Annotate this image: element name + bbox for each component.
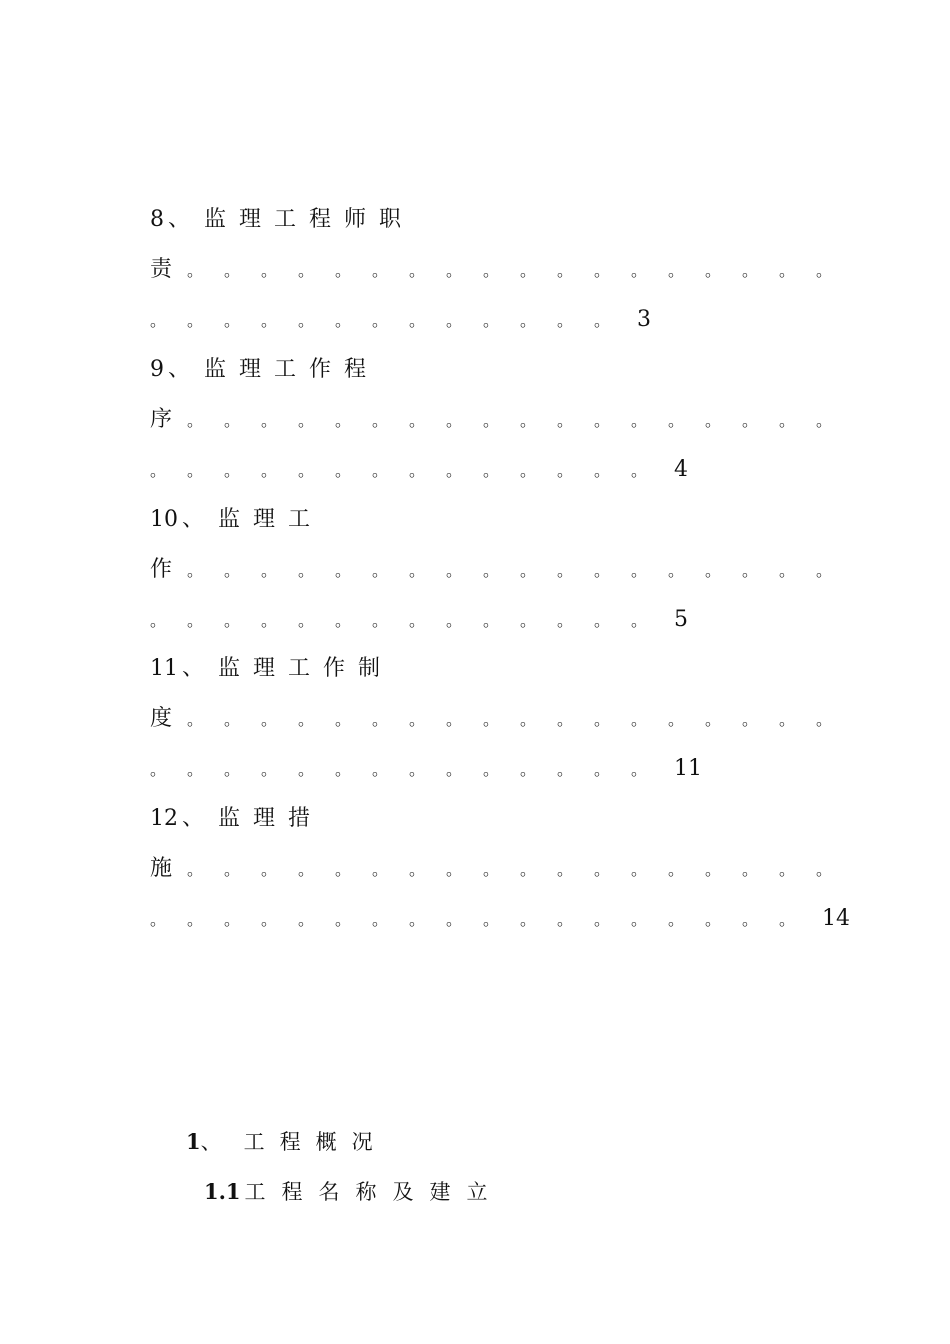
leader-dot: 。 xyxy=(187,760,204,779)
toc-entry-11-leader-line-1 xyxy=(150,704,853,734)
leader-dot: 。 xyxy=(668,710,685,729)
toc-entry-title: 监理工作制 xyxy=(218,656,394,681)
leader-dot: 。 xyxy=(557,710,574,729)
toc-page-number: 14 xyxy=(822,906,850,931)
leader-dot: 。 xyxy=(557,461,574,480)
toc-entry-number: 12 xyxy=(150,806,178,831)
leader-dot: 。 xyxy=(483,311,500,330)
leader-dot: 。 xyxy=(742,710,759,729)
leader-dot: 。 xyxy=(187,411,204,430)
leader-dot: 。 xyxy=(187,311,204,330)
leader-dot: 。 xyxy=(409,760,426,779)
leader-dot: 。 xyxy=(631,261,648,280)
toc-entry-continuation: 作 xyxy=(150,557,173,582)
leader-dot: 。 xyxy=(187,261,204,280)
toc-entry-continuation: 度 xyxy=(150,706,173,731)
toc-entry-10-heading xyxy=(150,505,323,535)
leader-dot: 。 xyxy=(557,311,574,330)
toc-entry-title: 监理工程师职 xyxy=(204,207,415,232)
leader-dot: 。 xyxy=(483,261,500,280)
leader-dot: 。 xyxy=(594,461,611,480)
leader-dot: 。 xyxy=(742,411,759,430)
leader-dot: 。 xyxy=(520,710,537,729)
leader-dot: 。 xyxy=(668,261,685,280)
leader-dot: 。 xyxy=(261,611,278,630)
leader-dot: 。 xyxy=(409,461,426,480)
leader-dot: 。 xyxy=(594,860,611,879)
leader-dot: 。 xyxy=(224,860,241,879)
leader-dot: 。 xyxy=(409,411,426,430)
toc-entry-title: 监理措 xyxy=(218,806,324,831)
leader-dot: 。 xyxy=(298,910,315,929)
leader-dot: 。 xyxy=(372,461,389,480)
leader-dot: 。 xyxy=(150,760,167,779)
leader-dot: 。 xyxy=(446,561,463,580)
toc-entry-12-leader-line-1 xyxy=(150,854,853,884)
toc-page-number: 11 xyxy=(674,756,702,781)
leader-dot: 。 xyxy=(557,760,574,779)
leader-dot: 。 xyxy=(335,910,352,929)
leader-dot: 。 xyxy=(446,311,463,330)
leader-dot: 。 xyxy=(816,561,833,580)
leader-dot: 。 xyxy=(742,910,759,929)
leader-dot: 。 xyxy=(261,561,278,580)
leader-dot: 。 xyxy=(483,611,500,630)
leader-dot: 。 xyxy=(816,261,833,280)
leader-dot: 。 xyxy=(631,710,648,729)
leader-dot: 。 xyxy=(298,311,315,330)
leader-dot: 。 xyxy=(224,910,241,929)
leader-dot: 。 xyxy=(409,561,426,580)
toc-entry-number: 8 xyxy=(150,207,164,232)
leader-dot: 。 xyxy=(779,910,796,929)
subsection-heading xyxy=(204,1177,504,1207)
leader-dot: 。 xyxy=(187,461,204,480)
leader-dot: 。 xyxy=(557,261,574,280)
leader-dot: 。 xyxy=(298,411,315,430)
leader-dot: 。 xyxy=(187,860,204,879)
toc-entry-9-leader-line-2 xyxy=(150,455,688,485)
leader-dot: 。 xyxy=(557,860,574,879)
leader-dot: 。 xyxy=(668,561,685,580)
leader-dot: 。 xyxy=(520,461,537,480)
leader-dot: 。 xyxy=(705,561,722,580)
leader-dot: 。 xyxy=(705,411,722,430)
leader-dot: 。 xyxy=(335,611,352,630)
section-number: 1 xyxy=(186,1129,201,1154)
leader-dot: 。 xyxy=(298,461,315,480)
leader-dot: 。 xyxy=(446,261,463,280)
leader-dot: 。 xyxy=(557,561,574,580)
leader-dot: 。 xyxy=(446,611,463,630)
leader-dot: 。 xyxy=(594,561,611,580)
leader-dot: 。 xyxy=(261,461,278,480)
leader-dot: 。 xyxy=(335,411,352,430)
leader-dot: 。 xyxy=(372,760,389,779)
toc-entry-10-leader-line-2 xyxy=(150,605,688,635)
section-title: 工程概况 xyxy=(243,1130,388,1154)
toc-entry-12-heading xyxy=(150,804,323,834)
leader-dot: 。 xyxy=(446,910,463,929)
leader-dot: 。 xyxy=(483,710,500,729)
leader-dot: 。 xyxy=(557,411,574,430)
leader-dot: 。 xyxy=(372,311,389,330)
toc-entry-continuation: 序 xyxy=(150,407,173,432)
leader-dot: 。 xyxy=(520,860,537,879)
toc-entry-separator: 、 xyxy=(168,207,191,232)
leader-dot: 。 xyxy=(409,910,426,929)
toc-entry-title: 监理工 xyxy=(218,507,324,532)
leader-dot: 。 xyxy=(742,261,759,280)
leader-dot: 。 xyxy=(483,561,500,580)
toc-entry-8-leader-line-1 xyxy=(150,255,853,285)
leader-dot: 。 xyxy=(335,710,352,729)
leader-dot: 。 xyxy=(409,860,426,879)
leader-dot: 。 xyxy=(224,710,241,729)
leader-dot: 。 xyxy=(224,411,241,430)
leader-dot: 。 xyxy=(372,561,389,580)
leader-dot: 。 xyxy=(668,411,685,430)
leader-dot: 。 xyxy=(372,611,389,630)
leader-dot: 。 xyxy=(261,760,278,779)
leader-dot: 。 xyxy=(631,411,648,430)
leader-dot: 。 xyxy=(187,561,204,580)
leader-dot: 。 xyxy=(187,710,204,729)
leader-dot: 。 xyxy=(594,760,611,779)
leader-dot: 。 xyxy=(705,261,722,280)
leader-dot: 。 xyxy=(779,710,796,729)
toc-entry-continuation: 责 xyxy=(150,257,173,282)
leader-dot: 。 xyxy=(779,411,796,430)
toc-page-number: 4 xyxy=(674,457,688,482)
leader-dot: 。 xyxy=(298,611,315,630)
leader-dot: 。 xyxy=(372,411,389,430)
leader-dot: 。 xyxy=(631,561,648,580)
toc-entry-separator: 、 xyxy=(182,656,205,681)
leader-dot: 。 xyxy=(594,311,611,330)
leader-dot: 。 xyxy=(594,910,611,929)
toc-entry-continuation: 施 xyxy=(150,856,173,881)
toc-entry-separator: 、 xyxy=(182,507,205,532)
leader-dot: 。 xyxy=(631,461,648,480)
leader-dot: 。 xyxy=(520,261,537,280)
leader-dot: 。 xyxy=(631,910,648,929)
leader-dot: 。 xyxy=(224,561,241,580)
toc-entry-number: 11 xyxy=(150,656,178,681)
leader-dot: 。 xyxy=(335,760,352,779)
leader-dot: 。 xyxy=(409,611,426,630)
subsection-title: 工程名称及建立 xyxy=(244,1180,504,1204)
toc-entry-separator: 、 xyxy=(182,806,205,831)
leader-dot: 。 xyxy=(446,411,463,430)
toc-entry-11-leader-line-2 xyxy=(150,754,702,784)
leader-dot: 。 xyxy=(261,710,278,729)
leader-dot: 。 xyxy=(224,461,241,480)
leader-dot: 。 xyxy=(779,860,796,879)
leader-dot: 。 xyxy=(335,311,352,330)
leader-dot: 。 xyxy=(335,860,352,879)
leader-dot: 。 xyxy=(372,860,389,879)
leader-dot: 。 xyxy=(816,860,833,879)
leader-dot: 。 xyxy=(150,311,167,330)
leader-dot: 。 xyxy=(261,910,278,929)
toc-page-number: 5 xyxy=(674,607,688,632)
leader-dot: 。 xyxy=(742,860,759,879)
leader-dot: 。 xyxy=(335,461,352,480)
leader-dot: 。 xyxy=(816,710,833,729)
leader-dot: 。 xyxy=(446,710,463,729)
leader-dot: 。 xyxy=(298,760,315,779)
leader-dot: 。 xyxy=(483,760,500,779)
leader-dot: 。 xyxy=(224,611,241,630)
section-heading xyxy=(186,1127,388,1157)
leader-dot: 。 xyxy=(298,261,315,280)
toc-entry-number: 9 xyxy=(150,357,164,382)
leader-dot: 。 xyxy=(298,561,315,580)
leader-dot: 。 xyxy=(557,611,574,630)
toc-entry-8-leader-line-2 xyxy=(150,305,651,335)
leader-dot: 。 xyxy=(668,910,685,929)
leader-dot: 。 xyxy=(150,611,167,630)
leader-dot: 。 xyxy=(520,561,537,580)
leader-dot: 。 xyxy=(483,910,500,929)
toc-entry-title: 监理工作程 xyxy=(204,357,380,382)
leader-dot: 。 xyxy=(520,760,537,779)
toc-entry-8-heading xyxy=(150,205,414,235)
leader-dot: 。 xyxy=(705,860,722,879)
subsection-number: 1.1 xyxy=(204,1179,241,1204)
leader-dot: 。 xyxy=(594,411,611,430)
leader-dot: 。 xyxy=(520,411,537,430)
leader-dot: 。 xyxy=(224,760,241,779)
leader-dot: 。 xyxy=(261,261,278,280)
leader-dot: 。 xyxy=(372,910,389,929)
leader-dot: 。 xyxy=(483,411,500,430)
leader-dot: 。 xyxy=(594,611,611,630)
leader-dot: 。 xyxy=(705,710,722,729)
leader-dot: 。 xyxy=(298,860,315,879)
leader-dot: 。 xyxy=(594,710,611,729)
leader-dot: 。 xyxy=(594,261,611,280)
leader-dot: 。 xyxy=(150,910,167,929)
leader-dot: 。 xyxy=(631,760,648,779)
leader-dot: 。 xyxy=(631,611,648,630)
toc-entry-separator: 、 xyxy=(168,357,191,382)
toc-entry-9-leader-line-1 xyxy=(150,405,853,435)
leader-dot: 。 xyxy=(779,261,796,280)
leader-dot: 。 xyxy=(187,910,204,929)
toc-entry-10-leader-line-1 xyxy=(150,555,853,585)
leader-dot: 。 xyxy=(742,561,759,580)
leader-dot: 。 xyxy=(261,311,278,330)
leader-dot: 。 xyxy=(446,760,463,779)
toc-entry-11-heading xyxy=(150,654,393,684)
toc-entry-12-leader-line-2 xyxy=(150,904,850,934)
toc-entry-number: 10 xyxy=(150,507,178,532)
leader-dot: 。 xyxy=(779,561,796,580)
leader-dot: 。 xyxy=(483,860,500,879)
leader-dot: 。 xyxy=(187,611,204,630)
leader-dot: 。 xyxy=(335,261,352,280)
leader-dot: 。 xyxy=(261,860,278,879)
leader-dot: 。 xyxy=(372,710,389,729)
leader-dot: 。 xyxy=(224,311,241,330)
section-separator: 、 xyxy=(200,1130,222,1154)
leader-dot: 。 xyxy=(335,561,352,580)
toc-entry-9-heading xyxy=(150,355,379,385)
leader-dot: 。 xyxy=(261,411,278,430)
leader-dot: 。 xyxy=(631,860,648,879)
leader-dot: 。 xyxy=(409,311,426,330)
leader-dot: 。 xyxy=(409,710,426,729)
leader-dot: 。 xyxy=(520,611,537,630)
toc-page-number: 3 xyxy=(637,307,651,332)
leader-dot: 。 xyxy=(224,261,241,280)
leader-dot: 。 xyxy=(483,461,500,480)
leader-dot: 。 xyxy=(668,860,685,879)
leader-dot: 。 xyxy=(446,461,463,480)
leader-dot: 。 xyxy=(705,910,722,929)
leader-dot: 。 xyxy=(816,411,833,430)
leader-dot: 。 xyxy=(150,461,167,480)
leader-dot: 。 xyxy=(298,710,315,729)
leader-dot: 。 xyxy=(446,860,463,879)
leader-dot: 。 xyxy=(409,261,426,280)
leader-dot: 。 xyxy=(372,261,389,280)
leader-dot: 。 xyxy=(520,910,537,929)
leader-dot: 。 xyxy=(557,910,574,929)
leader-dot: 。 xyxy=(520,311,537,330)
